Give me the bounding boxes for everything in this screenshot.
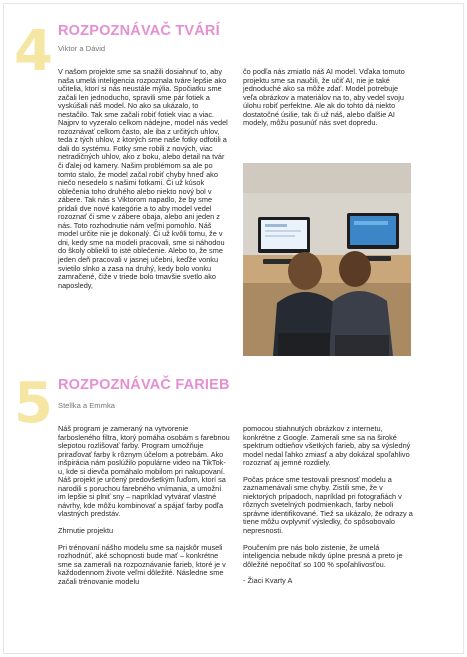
paragraph: Počas práce sme testovali presnosť modelu a zaznamenávali sme chyby. Zistili sme, že v niektorých prípadoch, napríklad pri fotografiách v rôznych svetelných podmienkach, farby neboli správne identifikované. Tiež sa ukázalo, že odrazy a tiene môžu ovplyvniť výsledky, čo spôsobovalo nepresnosti. [243, 474, 413, 536]
section-title: ROZPOZNÁVAČ FARIEB [58, 377, 230, 393]
paragraph: Poučením pre nás bolo zistenie, že umelá inteligencia nebude nikdy úplne presná a preto je dôležité nepočítať so 100 % spoľahlivosťou. [243, 542, 403, 569]
article-column-right: čo podľa nás zmiatlo náš AI model. Vďaka tomuto projektu sme sa naučili, že učiť AI, nie je také jednoduché ako sa môže zdať. Model potrebuje veľa obrázkov a materiálov na to, aby vedel svoju úlohu robiť perfektne. Ale ak do tohto dá niekto dostatočné úsilie, tak či už náš, alebo ďalšie AI modely, môžu posunúť nás svet dopredu. [243, 67, 405, 128]
signature: - Žiaci Kvarty A [243, 576, 293, 586]
paragraph: pomocou stiahnutých obrázkov z internetu, konkrétne z Google. Zamerali sme sa na široké spektrum odtieňov všetkých farieb, aby sa výsledný model nedal ľahko zmiasť a aby dokázal spoľahlivo rozoznať aj jemné rozdiely. [243, 424, 411, 468]
section-authors: Viktor a Dávid [58, 44, 106, 53]
paragraph: Pri trénovaní nášho modelu sme sa najskôr museli rozhodnúť, aké schopnosti bude mať – konkrétne sme sa zamerali na rozpoznávanie farieb, ktoré je v každodennom živote veľmi dôležité. Následne sme začali trénovanie modelu [58, 542, 226, 586]
section-authors: Stellka a Emmka [58, 401, 115, 410]
article-column-left [58, 425, 231, 586]
paragraph: Náš program je zameraný na vytvorenie farbosleпého filtra, ktorý pomáha osobám s farebnou slepotou rozlišovať farby. Program umožňuje priraďovať farby k rôznym účelom a potrebám. Ako inšpirácia nám poslúžilo populárne video na TikTok-u, kde si dievča pomáhalo mobilom pri nakupovaní. Náš projekt je určený predovšetkým ľuďom, ktorí sa narodili s poruchou farebného vnímania, a umožní im lepšie si plniť sny – napríklad vytvárať vlastné návrhy, kde môžu kombinovať a spájať farby podľa vlastných predstáv. [58, 424, 230, 519]
section-title: ROZPOZNÁVAČ TVÁRÍ [58, 23, 220, 39]
section-number: 4 [14, 19, 53, 84]
students-photo [243, 163, 411, 356]
article-column-right [243, 425, 413, 586]
article-column-left: V našom projekte sme sa snažili dosiahnuť to, aby naša umelá inteligencia rozpoznala tváre lepšie ako učitelia, ktorí si nás neustále mýlia. Spočiatku sme začali len jednoducho, spravili sme pár fotiek a vyskúšali náš model. No ako sa ukázalo, to nestačilo. Tak sme začali robiť fotiek viac a viac. Najprv to vyzeralo celkom nádejne, model nás vedel rozoznávať celkom často, ale iba z určitých uhlov, teda z tých uhlov, z ktorých sme naše fotky odfotili a dali do systému. Fotky sme robili z nových, viac netradičných uhlov, ako z boku, alebo detail na tvár či ďalej od kamery. Našim problémom sa ale po tomto stalo, že model začal robiť chyby hneď ako niečo nesedelo s našimi fotkami. Či už kúsok oblečenia toho druhého alebo niekto nový bol v zábere. Tak nás s Viktorom napadlo, že by sme pridali dve nové kategórie a to aby model vedel rozoznať či sme v zábere obaja, alebo ani jeden z nás. Toto rozhodnutie nám veľmi pomohlo. Náš model určite nie je dokonalý. Či už kvôli tomu, že v dni, kedy sme na modeli pracovali, sme si náhodou do školy obliekli to isté oblečenie. Alebo to, že sme jeden deň pracovali v jasnej učebni, keďže vonku svietilo slnko a zasa na druhý, kedy bolo vonku zamračené, čiže v triede bolo tmavšie svetlo ako naposledy, [58, 67, 228, 290]
students-photo-illustration [243, 163, 411, 356]
paragraph-heading: Zhrnutie projektu [58, 526, 114, 536]
section-number: 5 [14, 371, 53, 436]
